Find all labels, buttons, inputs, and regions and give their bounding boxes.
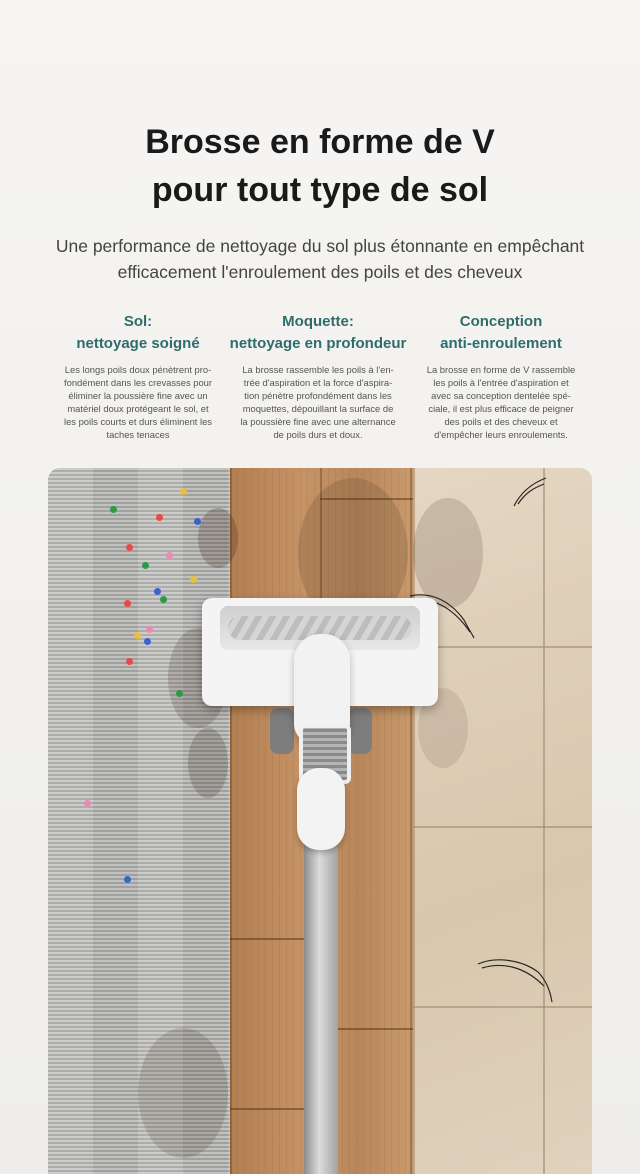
feature-floor-line: taches tenaces [106, 429, 170, 440]
feature-carpet-description [223, 363, 413, 441]
debris-particle [126, 544, 133, 551]
feature-floor-title-line-1: Sol: [123, 313, 153, 330]
debris-particle [176, 690, 183, 697]
feature-carpet-line: trée d'aspiration et la force d'aspira- [243, 377, 393, 388]
feature-carpet-title-line-2: nettoyage en profondeur [229, 335, 407, 352]
debris-particle [194, 518, 201, 525]
feature-floor [48, 311, 228, 441]
vacuum-wheel-right [348, 708, 372, 754]
debris-particle [124, 600, 131, 607]
debris-particle [154, 588, 161, 595]
debris-particle [124, 876, 131, 883]
feature-floor-description [48, 363, 228, 441]
debris-particle [144, 638, 151, 645]
subtitle-line-1: Une performance de nettoyage du sol plus étonnante en empêchant [55, 236, 585, 256]
page-subtitle [20, 233, 620, 285]
feature-anti-tangle-line: avec sa conception dentelée spé- [431, 390, 571, 401]
feature-floor-line: matériel doux protégeant le sol, et [67, 403, 209, 414]
feature-carpet [223, 311, 413, 441]
debris-particle [142, 562, 149, 569]
debris-particle [156, 514, 163, 521]
feature-anti-tangle-description [412, 363, 590, 441]
feature-carpet-title [223, 311, 413, 355]
debris-particle [84, 800, 91, 807]
page-title-line-1: Brosse en forme de V [145, 123, 495, 161]
feature-carpet-line: la poussière fine avec une alternance [240, 416, 396, 427]
feature-anti-tangle-line: La brosse en forme de V rassemble [426, 364, 576, 375]
feature-floor-line: fondément dans les crevasses pour [64, 377, 212, 388]
dust-spot [138, 1028, 228, 1158]
feature-anti-tangle-title [412, 311, 590, 355]
vacuum-wand-base [297, 768, 345, 850]
feature-floor-line: les poils courts et durs éliminent les [64, 416, 212, 427]
feature-carpet-line: moquettes, dépouillant la surface de [242, 403, 394, 414]
debris-particle [126, 658, 133, 665]
vacuum-tube [304, 840, 338, 1174]
dust-spot [188, 728, 228, 798]
feature-floor-line: éliminer la poussière fine avec un [68, 390, 208, 401]
feature-anti-tangle-title-line-1: Conception [459, 313, 543, 330]
feature-anti-tangle-line: les poils à l'entrée d'aspiration et [433, 377, 569, 388]
debris-particle [110, 506, 117, 513]
product-image [48, 468, 592, 1174]
hair-strand [476, 956, 556, 1006]
debris-particle [146, 626, 153, 633]
feature-floor-title-line-2: nettoyage soigné [76, 335, 200, 352]
feature-anti-tangle-line: des poils et des cheveux et [444, 416, 558, 427]
feature-anti-tangle [412, 311, 590, 441]
debris-particle [166, 552, 173, 559]
subtitle-line-2: efficacement l'enroulement des poils et des cheveux [117, 262, 523, 282]
debris-particle [190, 576, 197, 583]
page-title-line-2: pour tout type de sol [151, 171, 489, 209]
feature-carpet-title-line-1: Moquette: [282, 313, 354, 330]
debris-particle [134, 632, 141, 639]
feature-anti-tangle-line: d'empêcher leurs enroulements. [434, 429, 568, 440]
feature-carpet-line: tion pénètre profondément dans les [244, 390, 392, 401]
feature-carpet-line: de poils durs et doux. [273, 429, 363, 440]
vacuum-wheel-left [270, 708, 294, 754]
debris-particle [180, 488, 187, 495]
feature-carpet-line: La brosse rassemble les poils à l'en- [242, 364, 394, 375]
feature-anti-tangle-line: ciale, il est plus efficace de peigner [428, 403, 574, 414]
dust-spot [198, 508, 238, 568]
debris-particle [160, 596, 167, 603]
feature-anti-tangle-title-line-2: anti-enroulement [440, 335, 562, 352]
feature-floor-line: Les longs poils doux pénètrent pro- [64, 364, 212, 375]
feature-floor-title [48, 311, 228, 355]
page-title [0, 118, 640, 214]
hair-strand [510, 474, 550, 510]
